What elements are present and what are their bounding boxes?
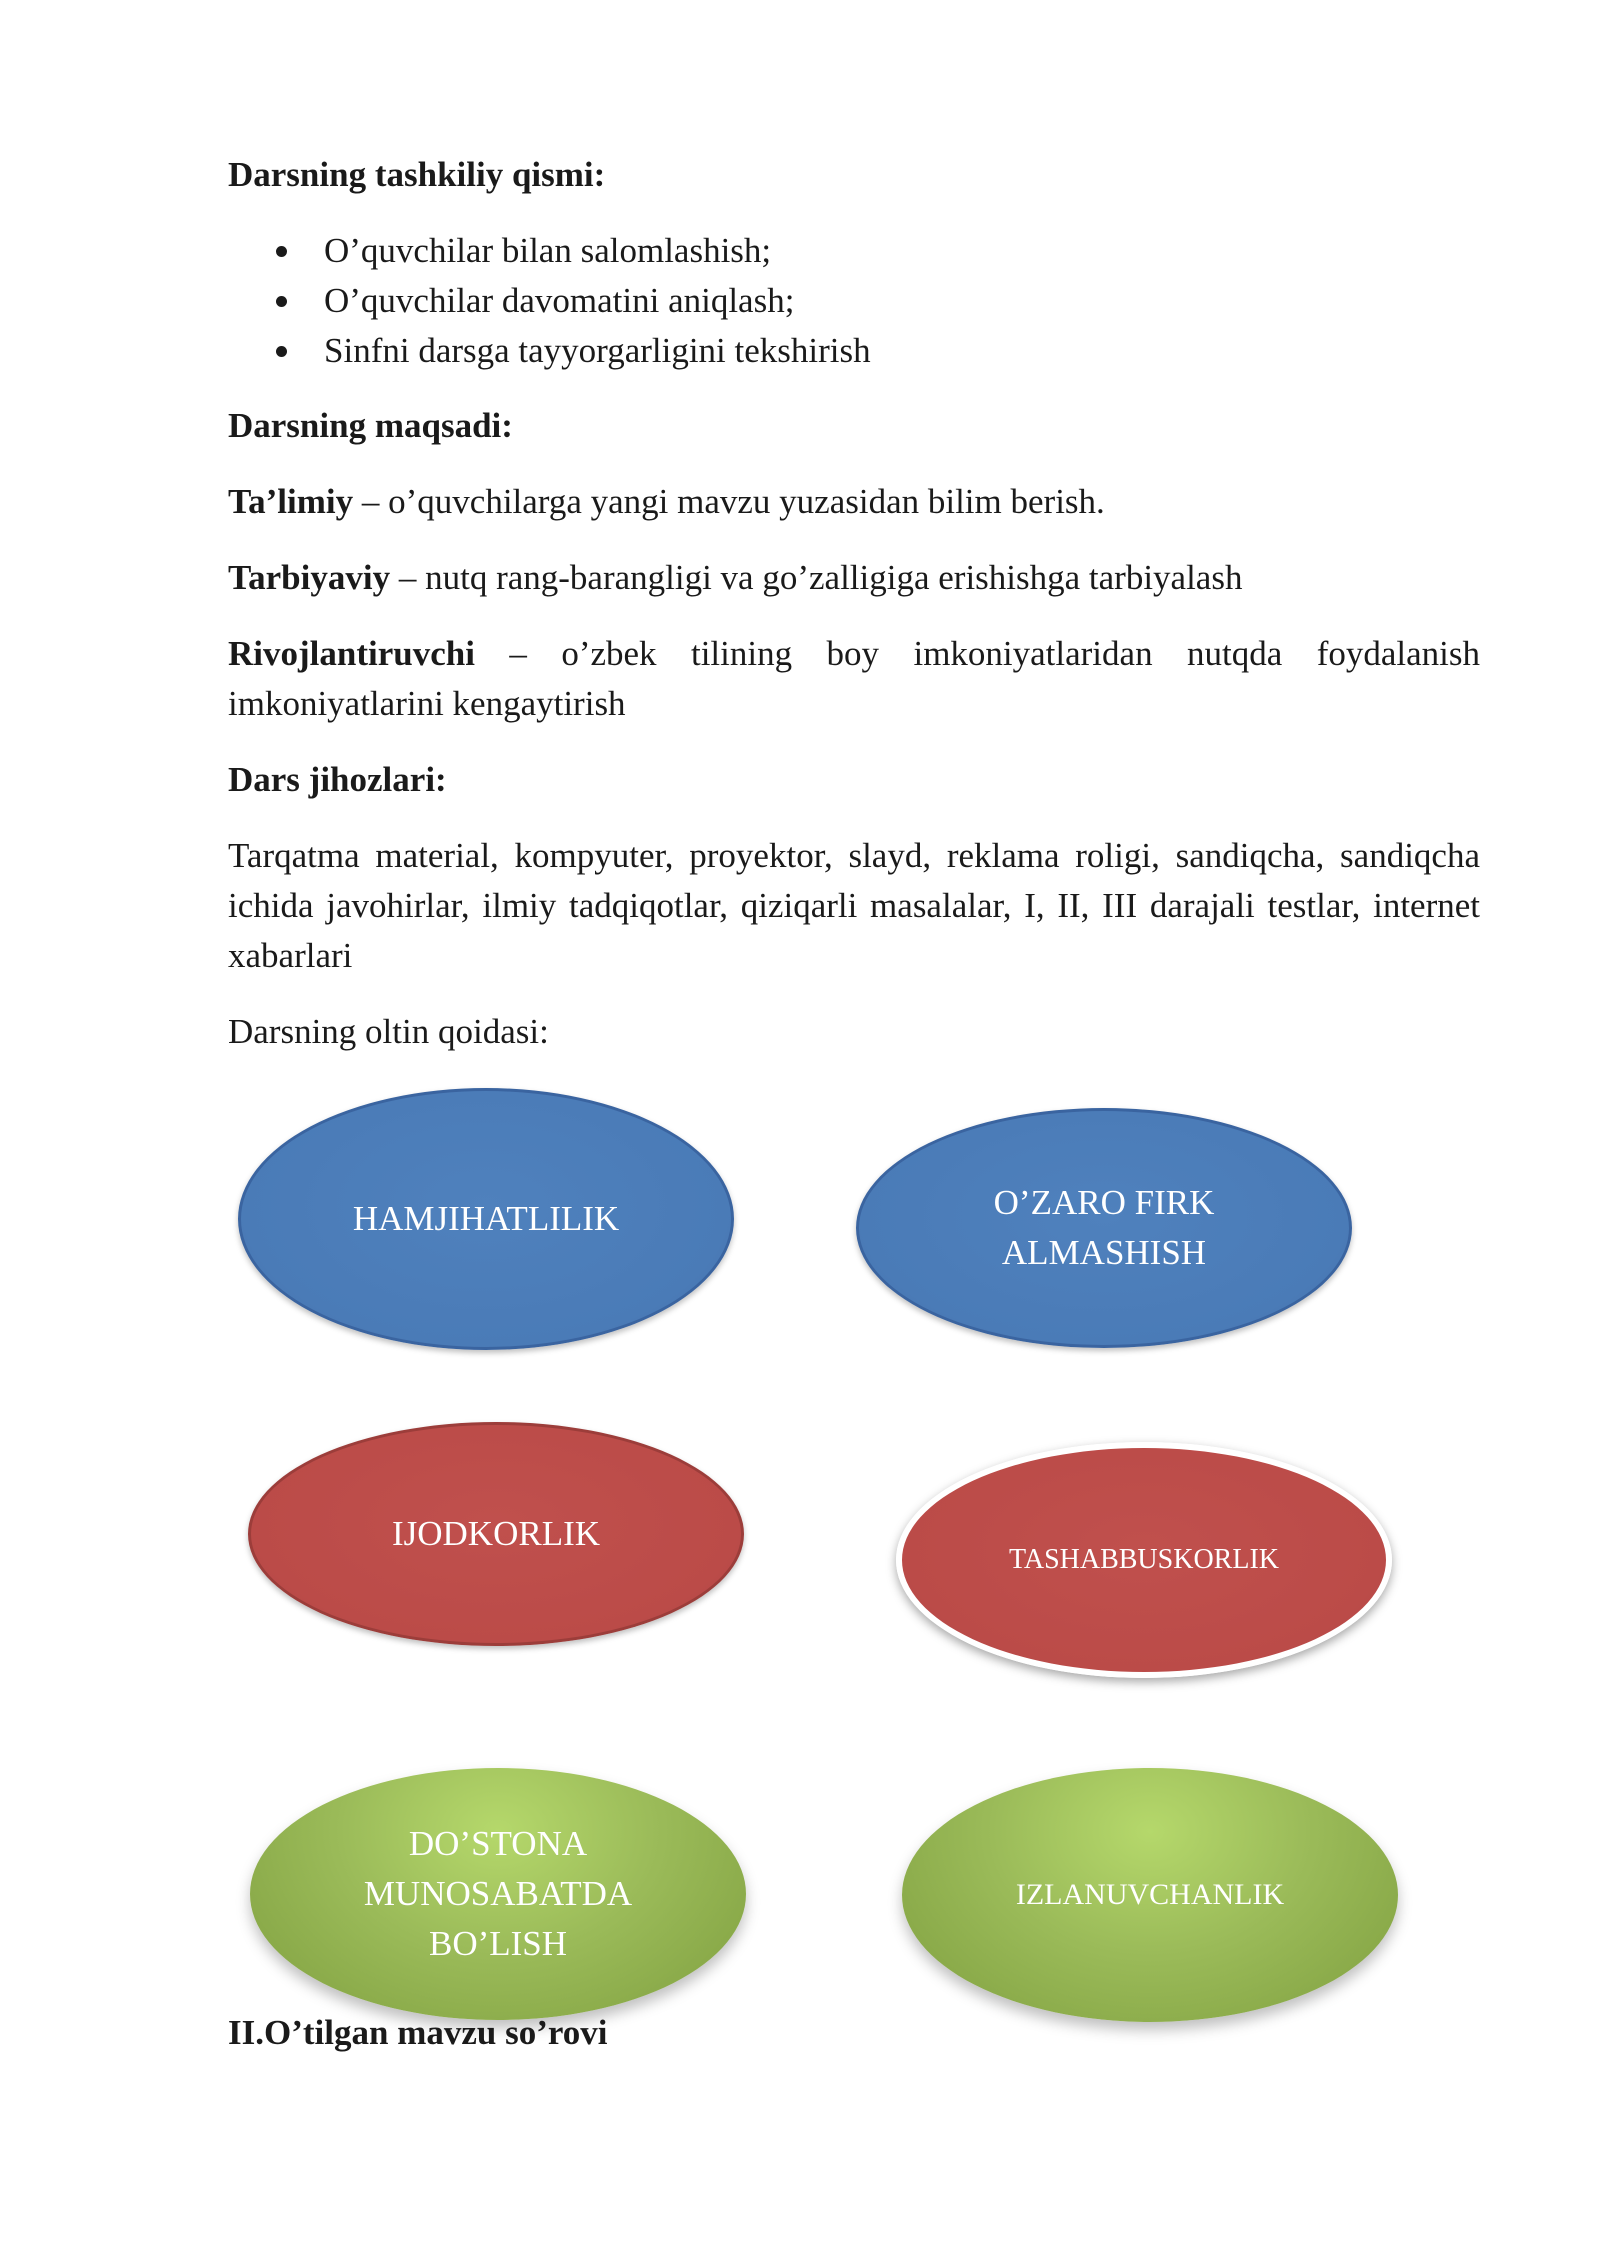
- rule-label-line: DO’STONA: [408, 1824, 588, 1863]
- list-item-text: O’quvchilar bilan salomlashish;: [324, 231, 772, 270]
- golden-rule-label: Darsning oltin qoidasi:: [228, 1012, 549, 1051]
- rule-label: HAMJIHATLILIK: [352, 1199, 620, 1238]
- rule-label: TASHABBUSKORLIK: [1008, 1544, 1279, 1575]
- organizational-heading: Darsning tashkiliy qismi:: [228, 155, 606, 194]
- educational-label: Ta’limiy: [228, 482, 354, 521]
- educational-goal: [228, 477, 1480, 527]
- rule-label: IJODKORLIK: [391, 1514, 601, 1553]
- equipment-heading: Dars jihozlari:: [228, 760, 447, 799]
- list-item-text: Sinfni darsga tayyorgarligini tekshirish: [324, 331, 871, 370]
- rule-label-line: MUNOSABATDA: [363, 1874, 633, 1913]
- goal-heading: Darsning maqsadi:: [228, 406, 513, 445]
- rule-label: IZLANUVCHANLIK: [1015, 1878, 1285, 1911]
- rule-ellipse-izlanuvchanlik: [902, 1768, 1398, 2022]
- upbringing-label: Tarbiyaviy: [228, 558, 391, 597]
- rule-label-line: O’ZARO FIRK: [993, 1183, 1215, 1222]
- rule-label-line: BO’LISH: [428, 1924, 568, 1963]
- developing-goal: [228, 629, 1480, 729]
- bullet-icon: [276, 246, 287, 257]
- organizational-list: [228, 226, 1480, 376]
- rule-ellipse-ijodkorlik: [248, 1422, 744, 1646]
- bullet-icon: [276, 296, 287, 307]
- next-section-heading: II.O’tilgan mavzu so’rovi: [228, 2013, 608, 2052]
- list-item: [228, 276, 1480, 326]
- rule-ellipse-dostona: [250, 1768, 746, 2020]
- upbringing-text: – nutq rang-barangligi va go’zalligiga erishishga tarbiyalash: [390, 558, 1243, 597]
- rule-ellipse-hamjihatlilik: [238, 1088, 734, 1350]
- list-item: [228, 326, 1480, 376]
- list-item: [228, 226, 1480, 276]
- developing-text: – o’zbek tilining boy imkoniyatlaridan nutqda foydalanish imkoniyatlarini kengaytirish: [228, 634, 1480, 723]
- rule-label-line: ALMASHISH: [1001, 1233, 1207, 1272]
- upbringing-goal: [228, 553, 1480, 603]
- developing-label: Rivojlantiruvchi: [228, 634, 475, 673]
- equipment-text: Tarqatma material, kompyuter, proyektor, slayd, reklama roligi, sandiqcha, sandiqcha ichida javohirlar, ilmiy tadqiqotlar, qiziqarli masalalar, I, II, III darajali testlar, internet xabarlari: [228, 836, 1480, 975]
- rule-ellipse-ozaro-firk: [856, 1108, 1352, 1348]
- educational-text: – o’quvchilarga yangi mavzu yuzasidan bilim berish.: [353, 482, 1105, 521]
- rule-label: [994, 1178, 1215, 1278]
- list-item-text: O’quvchilar davomatini aniqlash;: [324, 281, 795, 320]
- rule-ellipse-tashabbuskorlik: [896, 1442, 1392, 1678]
- bullet-icon: [276, 346, 287, 357]
- rule-label: [364, 1819, 632, 1969]
